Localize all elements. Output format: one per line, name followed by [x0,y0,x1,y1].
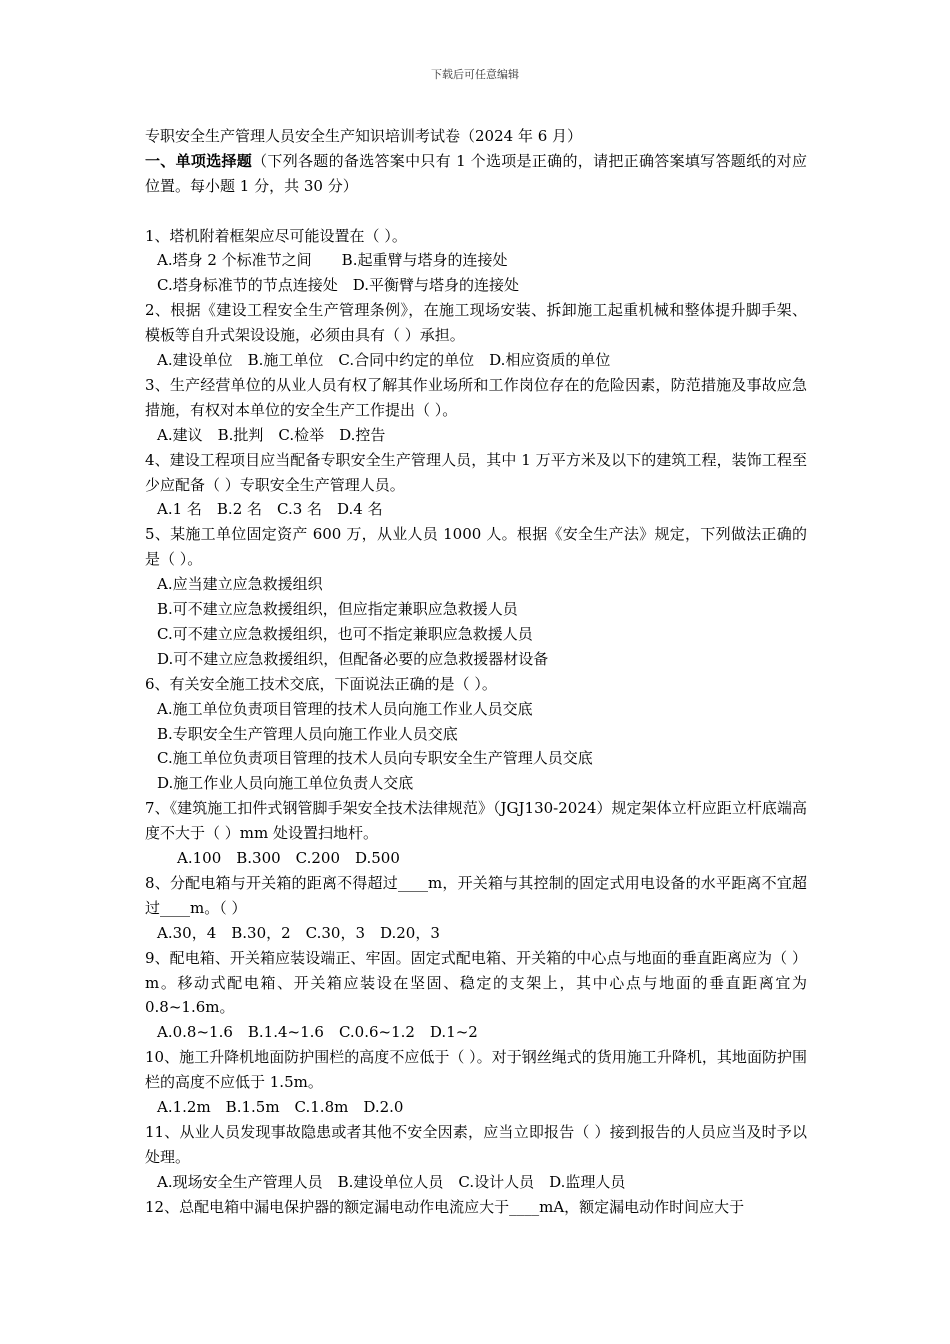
question-9: 9、配电箱、开关箱应装设端正、牢固。固定式配电箱、开关箱的中心点与地面的垂直距离应为（ ）m。移动式配电箱、开关箱应装设在坚固、稳定的支架上，其中心点与地面的垂直距离宜为 0.8~1.6m。 [145,948,807,1017]
question-6: 6、有关安全施工技术交底，下面说法正确的是（ ）。 [145,674,497,693]
question-5-option-d: D.可不建立应急救援组织，但配备必要的应急救援器材设备 [157,649,549,668]
page-header: 下载后可任意编辑 [431,68,519,81]
question-1: 1、塔机附着框架应尽可能设置在（ ）。 [145,226,407,245]
question-10: 10、施工升降机地面防护围栏的高度不应低于（ ）。对于钢丝绳式的货用施工升降机，其地面防护围栏的高度不应低于 1.5m。 [145,1048,807,1092]
question-2-options: A.建设单位 B.施工单位 C.合同中约定的单位 D.相应资质的单位 [157,351,611,370]
question-11-options: A.现场安全生产管理人员 B.建设单位人员 C.设计人员 D.监理人员 [157,1172,626,1191]
question-4: 4、建设工程项目应当配备专职安全生产管理人员，其中 1 万平方米及以下的建筑工程，装饰工程至少应配备（ ）专职安全生产管理人员。 [145,450,807,494]
question-8: 8、分配电箱与开关箱的距离不得超过____m，开关箱与其控制的固定式用电设备的水平距离不宜超过____m。（ ） [145,873,807,917]
question-3: 3、生产经营单位的从业人员有权了解其作业场所和工作岗位存在的危险因素，防范措施及事故应急措施，有权对本单位的安全生产工作提出（ ）。 [145,375,807,419]
question-11: 11、从业人员发现事故隐患或者其他不安全因素，应当立即报告（ ）接到报告的人员应当及时予以处理。 [145,1122,807,1166]
question-3-options: A.建议 B.批判 C.检举 D.控告 [157,425,386,444]
question-7-options: A.100 B.300 C.200 D.500 [177,849,400,868]
question-5-option-b: B.可不建立应急救援组织，但应指定兼职应急救援人员 [157,600,518,619]
question-5-option-a: A.应当建立应急救援组织 [157,575,323,594]
question-7: 7、《建筑施工扣件式钢管脚手架安全技术法律规范》（JGJ130-2024）规定架体立杆应距立杆底端高度不大于（ ）mm 处设置扫地杆。 [145,799,807,843]
question-1-options-b: C.塔身标准节的节点连接处 D.平衡臂与塔身的连接处 [157,276,519,295]
question-1-options-a: A.塔身 2 个标准节之间 B.起重臂与塔身的连接处 [157,251,508,270]
section-heading-label: 一、单项选择题 [145,151,253,170]
question-6-option-d: D.施工作业人员向施工单位负责人交底 [157,774,414,793]
question-9-options: A.0.8~1.6 B.1.4~1.6 C.0.6~1.2 D.1~2 [157,1023,478,1042]
question-10-options: A.1.2m B.1.5m C.1.8m D.2.0 [157,1098,404,1117]
question-12: 12、总配电箱中漏电保护器的额定漏电动作电流应大于____mA，额定漏电动作时间应大于 [145,1197,745,1216]
exam-title: 专职安全生产管理人员安全生产知识培训考试卷（2024 年 6 月） [145,127,583,145]
question-5-option-c: C.可不建立应急救援组织，也可不指定兼职应急救援人员 [157,624,533,643]
question-6-option-a: A.施工单位负责项目管理的技术人员向施工作业人员交底 [157,699,533,718]
question-5: 5、某施工单位固定资产 600 万，从业人员 1000 人。根据《安全生产法》规定，下列做法正确的是（ ）。 [145,525,807,569]
question-8-options: A.30，4 B.30，2 C.30，3 D.20，3 [157,923,440,942]
question-4-options: A.1 名 B.2 名 C.3 名 D.4 名 [157,500,383,519]
section-instructions: （下列各题的备选答案中只有 1 个选项是正确的，请把正确答案填写答题纸的对应位置。每小题 1 分，共 30 分） [145,151,807,195]
question-6-option-b: B.专职安全生产管理人员向施工作业人员交底 [157,724,458,743]
exam-content [145,124,807,1220]
question-2: 2、根据《建设工程安全生产管理条例》，在施工现场安装、拆卸施工起重机械和整体提升脚手架、模板等自升式架设设施，必须由具有（ ）承担。 [145,301,807,345]
section-heading [145,149,807,199]
spacer [145,199,807,224]
question-6-option-c: C.施工单位负责项目管理的技术人员向专职安全生产管理人员交底 [157,749,593,768]
